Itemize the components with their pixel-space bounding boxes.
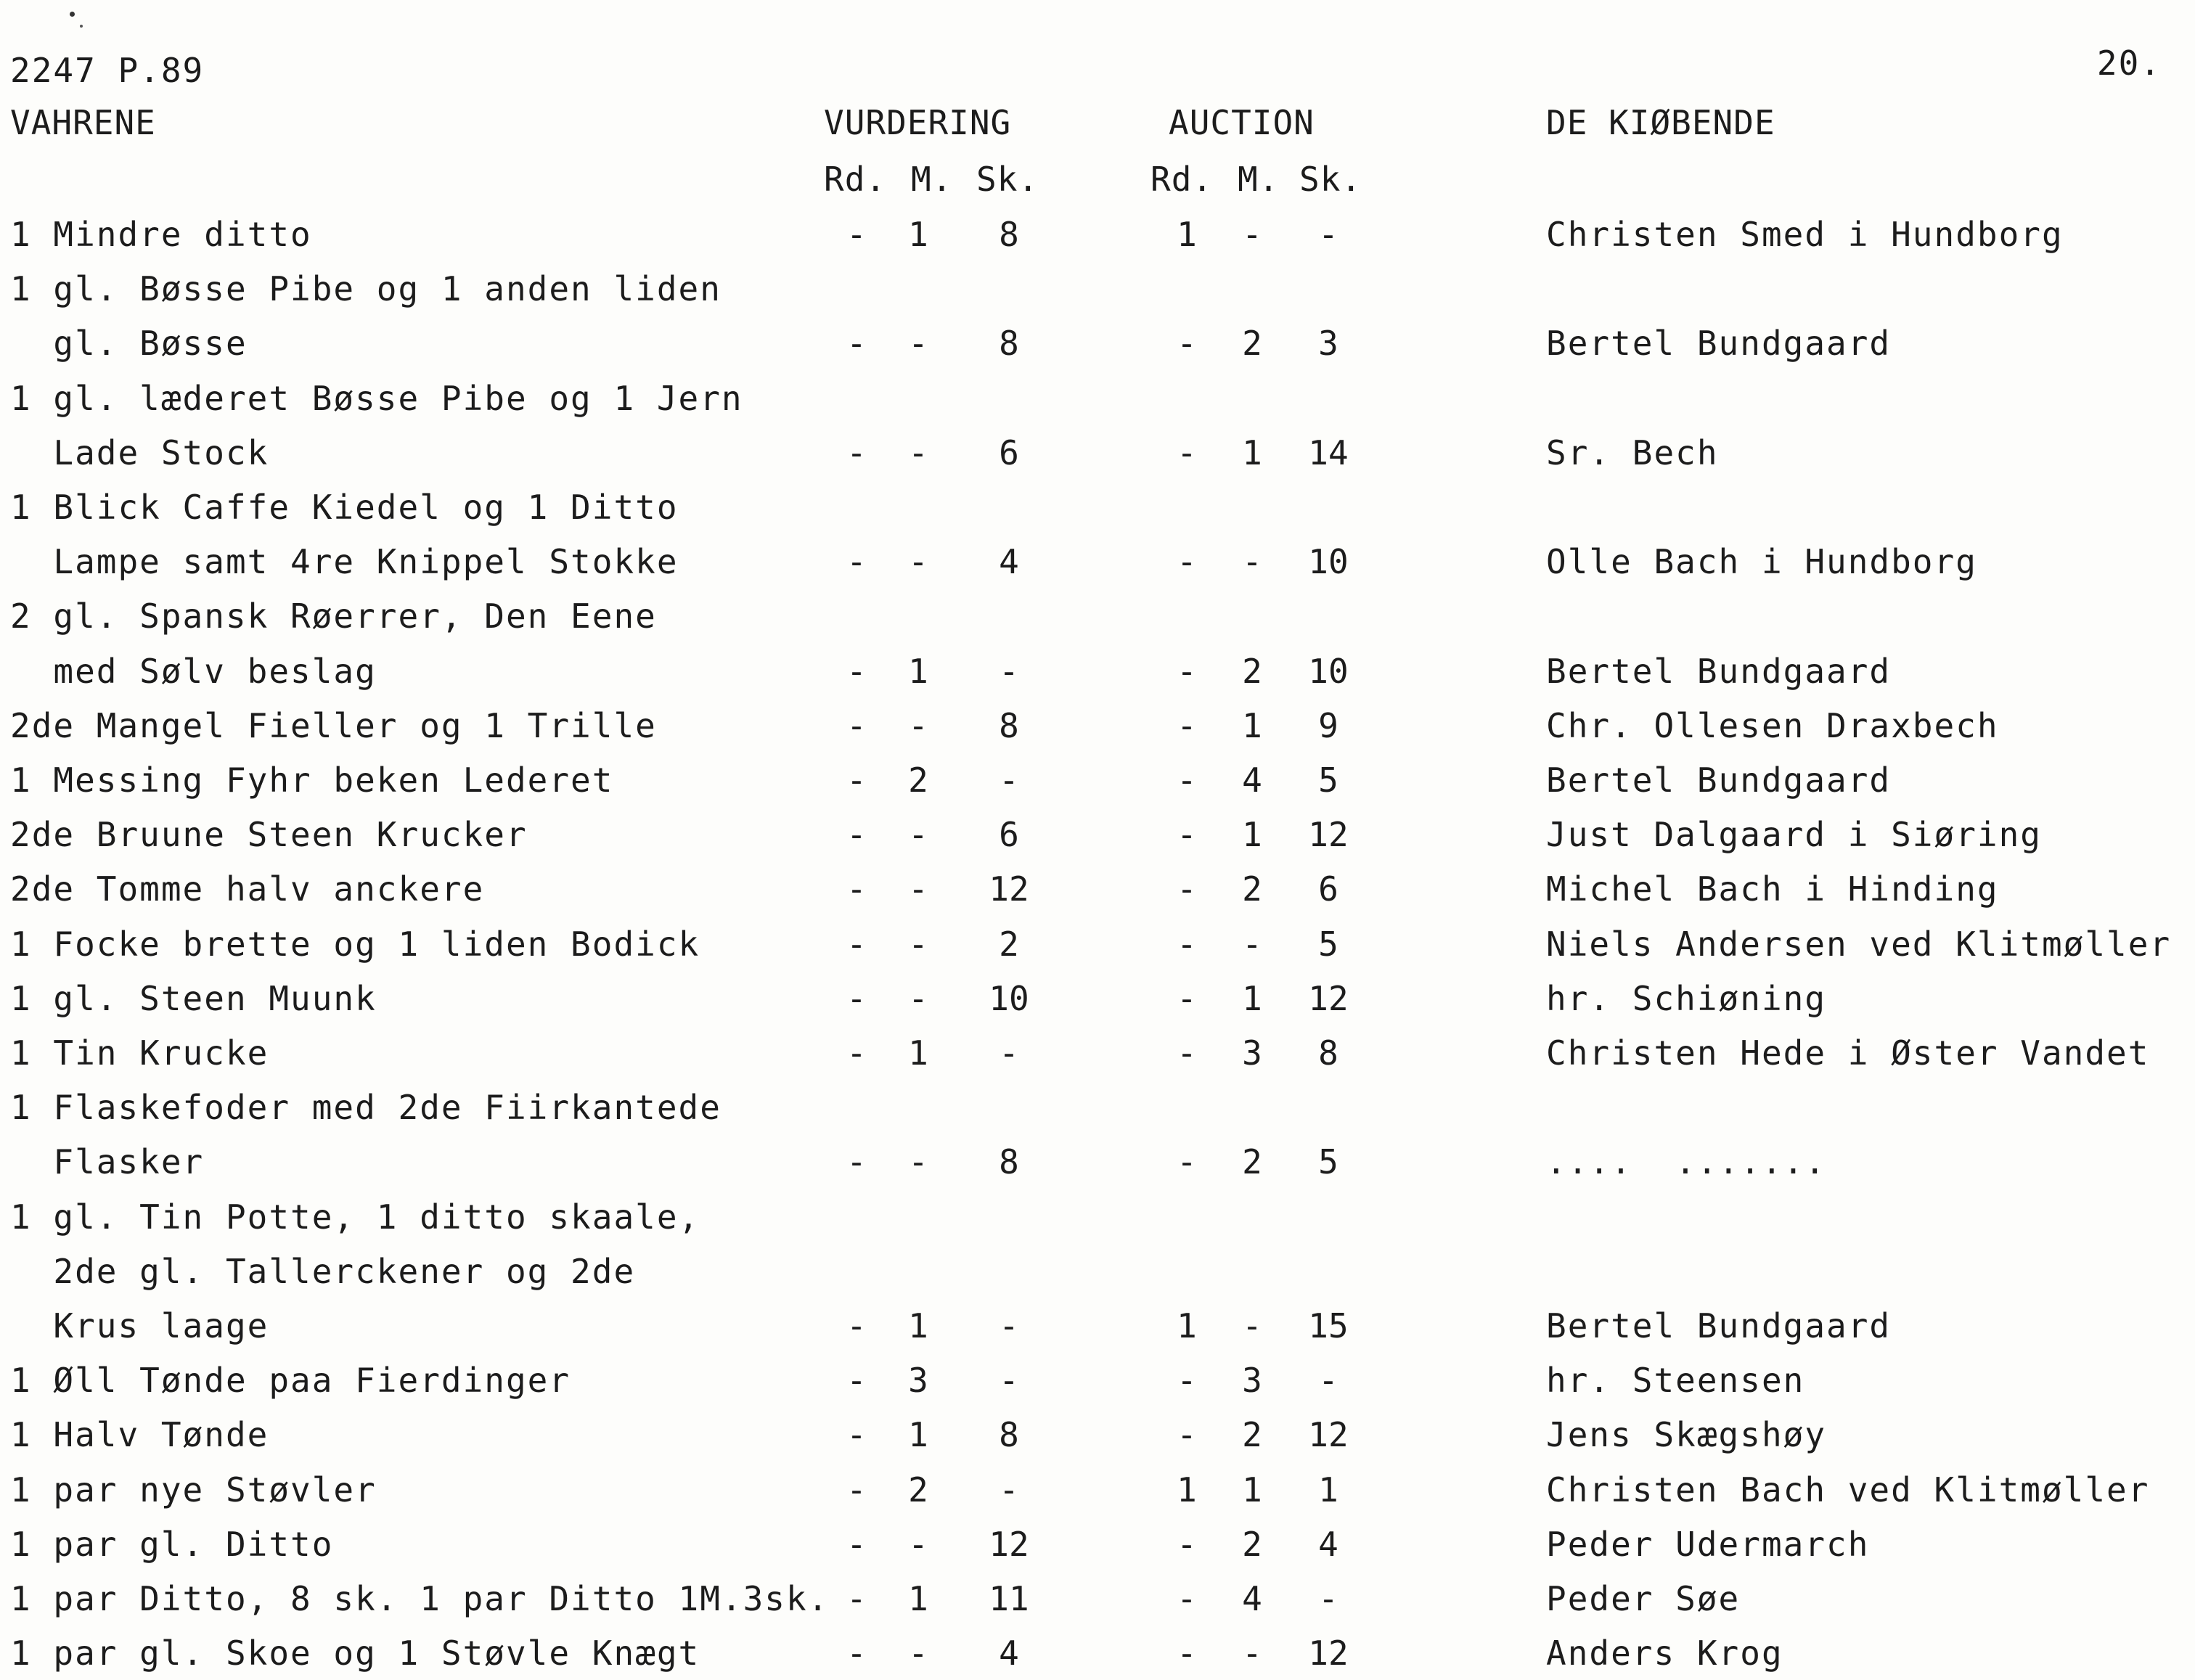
auction-skilling: 1	[1318, 1470, 1338, 1509]
auction-rigsdaler: -	[1177, 1579, 1197, 1618]
buyer-name: Olle Bach i Hundborg	[1546, 542, 1977, 581]
valuation-rigsdaler: -	[846, 815, 867, 854]
auction-rigsdaler: -	[1177, 1033, 1197, 1073]
valuation-mark: -	[908, 869, 928, 909]
auction-rigsdaler: -	[1177, 1361, 1197, 1400]
auction-rigsdaler: -	[1177, 1415, 1197, 1454]
valuation-mark: 2	[908, 1470, 928, 1509]
item-description: 1 Flaskefoder med 2de Fiirkantede	[10, 1088, 722, 1127]
valuation-mark: -	[908, 706, 928, 745]
item-description: 1 gl. læderet Bøsse Pibe og 1 Jern	[10, 379, 743, 418]
auction-mark: -	[1242, 925, 1262, 964]
buyer-name: Niels Andersen ved Klitmøller	[1546, 925, 2172, 964]
auction-mark: -	[1242, 215, 1262, 254]
valuation-skilling: 8	[999, 1415, 1019, 1454]
item-description: 1 par nye Støvler	[10, 1470, 377, 1509]
auction-rigsdaler: -	[1177, 542, 1197, 581]
item-description: 1 Focke brette og 1 liden Bodick	[10, 925, 700, 964]
item-description: gl. Bøsse	[10, 324, 248, 363]
auction-mark: 1	[1242, 1470, 1262, 1509]
valuation-mark: 1	[908, 215, 928, 254]
ledger-line	[0, 215, 2195, 261]
auction-mark: -	[1242, 542, 1262, 581]
item-description: 1 Tin Krucke	[10, 1033, 269, 1073]
valuation-skilling: 6	[999, 433, 1019, 472]
subheader-auction-m: M.	[1238, 160, 1280, 199]
auction-skilling: 5	[1318, 925, 1338, 964]
auction-mark: 1	[1242, 815, 1262, 854]
header-buyers: DE KIØBENDE	[1546, 103, 1775, 142]
valuation-mark: -	[908, 433, 928, 472]
auction-mark: 4	[1242, 1579, 1262, 1618]
ledger-line	[0, 1579, 2195, 1626]
ledger-line	[0, 1415, 2195, 1462]
valuation-rigsdaler: -	[846, 706, 867, 745]
item-description: 1 Øll Tønde paa Fierdinger	[10, 1361, 571, 1400]
valuation-mark: 1	[908, 1415, 928, 1454]
header-items: VAHRENE	[10, 103, 156, 142]
valuation-mark: 1	[908, 652, 928, 691]
auction-skilling: 3	[1318, 324, 1338, 363]
ink-speck	[70, 12, 75, 17]
valuation-skilling: 8	[999, 1142, 1019, 1181]
valuation-rigsdaler: -	[846, 215, 867, 254]
valuation-mark: -	[908, 979, 928, 1018]
valuation-mark: -	[908, 542, 928, 581]
item-description: 1 Halv Tønde	[10, 1415, 269, 1454]
auction-rigsdaler: 1	[1177, 1470, 1197, 1509]
auction-mark: 2	[1242, 324, 1262, 363]
item-description: Lampe samt 4re Knippel Stokke	[10, 542, 679, 581]
valuation-skilling: 8	[999, 324, 1019, 363]
item-description: 1 gl. Steen Muunk	[10, 979, 377, 1018]
auction-mark: 3	[1242, 1361, 1262, 1400]
ledger-line	[0, 763, 2195, 807]
buyer-name: Sr. Bech	[1546, 433, 1719, 472]
valuation-skilling: -	[999, 1361, 1019, 1400]
valuation-mark: -	[908, 1634, 928, 1673]
ledger-line	[0, 433, 2195, 480]
valuation-rigsdaler: -	[846, 1306, 867, 1345]
valuation-rigsdaler: -	[846, 1634, 867, 1673]
auction-skilling: 5	[1318, 761, 1338, 800]
ledger-line	[0, 1197, 2195, 1244]
item-description: 2de Mangel Fieller og 1 Trille	[10, 706, 657, 745]
auction-skilling: -	[1318, 1579, 1338, 1618]
valuation-skilling: 12	[989, 1525, 1029, 1564]
valuation-mark: -	[908, 1525, 928, 1564]
auction-skilling: 9	[1318, 706, 1338, 745]
auction-rigsdaler: -	[1177, 979, 1197, 1018]
auction-skilling: 12	[1308, 815, 1349, 854]
ledger-line	[0, 488, 2195, 534]
auction-skilling: 12	[1308, 1415, 1349, 1454]
valuation-rigsdaler: -	[846, 1033, 867, 1073]
auction-rigsdaler: -	[1177, 1634, 1197, 1673]
item-description: Krus laage	[10, 1306, 269, 1345]
header-valuation: VURDERING	[824, 103, 1012, 142]
auction-skilling: 10	[1308, 652, 1349, 691]
valuation-rigsdaler: -	[846, 1579, 867, 1618]
auction-mark: 3	[1242, 1033, 1262, 1073]
auction-rigsdaler: -	[1177, 815, 1197, 854]
ledger-line	[0, 599, 2195, 643]
item-description: Flasker	[10, 1142, 205, 1181]
valuation-skilling: -	[999, 761, 1019, 800]
subheader-auction-rd: Rd.	[1150, 160, 1214, 199]
auction-rigsdaler: -	[1177, 706, 1197, 745]
auction-rigsdaler: -	[1177, 925, 1197, 964]
auction-rigsdaler: -	[1177, 652, 1197, 691]
buyer-name: Jens Skægshøy	[1546, 1415, 1827, 1454]
auction-mark: 1	[1242, 979, 1262, 1018]
subheader-auction-sk: Sk.	[1299, 160, 1362, 199]
auction-rigsdaler: -	[1177, 433, 1197, 472]
valuation-rigsdaler: -	[846, 869, 867, 909]
item-description: 1 Mindre ditto	[10, 215, 312, 254]
valuation-mark: 2	[908, 761, 928, 800]
buyer-name: Michel Bach i Hinding	[1546, 869, 1999, 909]
valuation-rigsdaler: -	[846, 1470, 867, 1509]
auction-skilling: 4	[1318, 1525, 1338, 1564]
auction-skilling: 12	[1308, 979, 1349, 1018]
valuation-rigsdaler: -	[846, 1361, 867, 1400]
item-description: 1 par gl. Skoe og 1 Støvle Knægt	[10, 1634, 700, 1673]
valuation-mark: 1	[908, 1579, 928, 1618]
valuation-mark: -	[908, 925, 928, 964]
ledger-line	[0, 652, 2195, 698]
ledger-line	[0, 542, 2195, 589]
ledger-line	[0, 1142, 2195, 1189]
auction-skilling: 6	[1318, 869, 1338, 909]
item-description: Lade Stock	[10, 433, 269, 472]
auction-rigsdaler: -	[1177, 1142, 1197, 1181]
auction-mark: 2	[1242, 1415, 1262, 1454]
buyer-name: .... .......	[1546, 1142, 1827, 1181]
valuation-skilling: -	[999, 1033, 1019, 1073]
auction-mark: -	[1242, 1306, 1262, 1345]
valuation-rigsdaler: -	[846, 433, 867, 472]
valuation-mark: 1	[908, 1306, 928, 1345]
ledger-line	[0, 869, 2195, 916]
ledger-line	[0, 1088, 2195, 1134]
valuation-skilling: 6	[999, 815, 1019, 854]
auction-skilling: 14	[1308, 433, 1349, 472]
auction-mark: 2	[1242, 1525, 1262, 1564]
buyer-name: Peder Udermarch	[1546, 1525, 1870, 1564]
document-reference: 2247 P.89	[10, 51, 205, 90]
auction-rigsdaler: -	[1177, 324, 1197, 363]
valuation-mark: -	[908, 1142, 928, 1181]
item-description: 1 gl. Bøsse Pibe og 1 anden liden	[10, 269, 722, 308]
ledger-line	[0, 979, 2195, 1025]
auction-skilling: 8	[1318, 1033, 1338, 1073]
buyer-name: Christen Bach ved Klitmøller	[1546, 1470, 2150, 1509]
ledger-line	[0, 1252, 2195, 1298]
ink-speck	[80, 25, 83, 28]
item-description: 2de Tomme halv anckere	[10, 869, 485, 909]
auction-mark: 2	[1242, 869, 1262, 909]
buyer-name: Bertel Bundgaard	[1546, 761, 1892, 800]
auction-rigsdaler: -	[1177, 869, 1197, 909]
item-description: 1 par gl. Ditto	[10, 1525, 334, 1564]
valuation-rigsdaler: -	[846, 1415, 867, 1454]
valuation-skilling: 2	[999, 925, 1019, 964]
ledger-line	[0, 1033, 2195, 1080]
auction-rigsdaler: 1	[1177, 215, 1197, 254]
valuation-skilling: 10	[989, 979, 1029, 1018]
auction-skilling: 15	[1308, 1306, 1349, 1345]
buyer-name: Chr. Ollesen Draxbech	[1546, 706, 1999, 745]
page-number: 20.	[2096, 44, 2162, 83]
buyer-name: Just Dalgaard i Siøring	[1546, 815, 2042, 854]
item-description: 2de Bruune Steen Krucker	[10, 815, 528, 854]
auction-skilling: -	[1318, 215, 1338, 254]
auction-skilling: 10	[1308, 542, 1349, 581]
ledger-line	[0, 815, 2195, 861]
item-description: 1 gl. Tin Potte, 1 ditto skaale,	[10, 1197, 700, 1237]
buyer-name: Bertel Bundgaard	[1546, 324, 1892, 363]
buyer-name: hr. Schiøning	[1546, 979, 1827, 1018]
buyer-name: hr. Steensen	[1546, 1361, 1805, 1400]
ledger-line	[0, 1636, 2195, 1680]
buyer-name: Bertel Bundgaard	[1546, 652, 1892, 691]
auction-rigsdaler: 1	[1177, 1306, 1197, 1345]
item-description: 1 Messing Fyhr beken Lederet	[10, 761, 614, 800]
valuation-rigsdaler: -	[846, 652, 867, 691]
auction-skilling: 12	[1308, 1634, 1349, 1673]
valuation-mark: -	[908, 324, 928, 363]
ledger-line	[0, 379, 2195, 425]
auction-rigsdaler: -	[1177, 1525, 1197, 1564]
valuation-rigsdaler: -	[846, 1525, 867, 1564]
subheader-valuation-m: M.	[911, 160, 953, 199]
ledger-line	[0, 706, 2195, 753]
valuation-rigsdaler: -	[846, 925, 867, 964]
valuation-skilling: 8	[999, 706, 1019, 745]
auction-skilling: 5	[1318, 1142, 1338, 1181]
auction-mark: 1	[1242, 706, 1262, 745]
buyer-name: Anders Krog	[1546, 1634, 1783, 1673]
item-description: 1 Blick Caffe Kiedel og 1 Ditto	[10, 488, 679, 527]
item-description: 2de gl. Tallerckener og 2de	[10, 1252, 636, 1291]
ledger-line	[0, 927, 2195, 971]
buyer-name: Christen Hede i Øster Vandet	[1546, 1033, 2150, 1073]
auction-mark: 4	[1242, 761, 1262, 800]
item-description: 2 gl. Spansk Røerrer, Den Eene	[10, 597, 657, 636]
ledger-line	[0, 1525, 2195, 1571]
ledger-line	[0, 1470, 2195, 1517]
valuation-skilling: -	[999, 652, 1019, 691]
valuation-skilling: 11	[989, 1579, 1029, 1618]
buyer-name: Bertel Bundgaard	[1546, 1306, 1892, 1345]
valuation-rigsdaler: -	[846, 542, 867, 581]
valuation-skilling: 8	[999, 215, 1019, 254]
auction-mark: 2	[1242, 1142, 1262, 1181]
subheader-valuation-rd: Rd.	[824, 160, 887, 199]
ledger-line	[0, 1361, 2195, 1407]
auction-mark: 1	[1242, 433, 1262, 472]
valuation-rigsdaler: -	[846, 979, 867, 1018]
valuation-skilling: 4	[999, 1634, 1019, 1673]
auction-mark: -	[1242, 1634, 1262, 1673]
valuation-mark: 1	[908, 1033, 928, 1073]
valuation-rigsdaler: -	[846, 761, 867, 800]
buyer-name: Christen Smed i Hundborg	[1546, 215, 2064, 254]
valuation-rigsdaler: -	[846, 1142, 867, 1181]
valuation-skilling: -	[999, 1470, 1019, 1509]
auction-mark: 2	[1242, 652, 1262, 691]
valuation-rigsdaler: -	[846, 324, 867, 363]
auction-rigsdaler: -	[1177, 761, 1197, 800]
valuation-skilling: 12	[989, 869, 1029, 909]
buyer-name: Peder Søe	[1546, 1579, 1741, 1618]
auction-skilling: -	[1318, 1361, 1338, 1400]
ledger-line	[0, 269, 2195, 316]
valuation-mark: 3	[908, 1361, 928, 1400]
item-description: med Sølv beslag	[10, 652, 377, 691]
valuation-skilling: 4	[999, 542, 1019, 581]
subheader-valuation-sk: Sk.	[976, 160, 1039, 199]
valuation-mark: -	[908, 815, 928, 854]
ledger-line	[0, 1306, 2195, 1353]
header-auction: AUCTION	[1169, 103, 1315, 142]
item-description: 1 par Ditto, 8 sk. 1 par Ditto 1M.3sk.	[10, 1579, 830, 1618]
valuation-skilling: -	[999, 1306, 1019, 1345]
ledger-line	[0, 324, 2195, 370]
